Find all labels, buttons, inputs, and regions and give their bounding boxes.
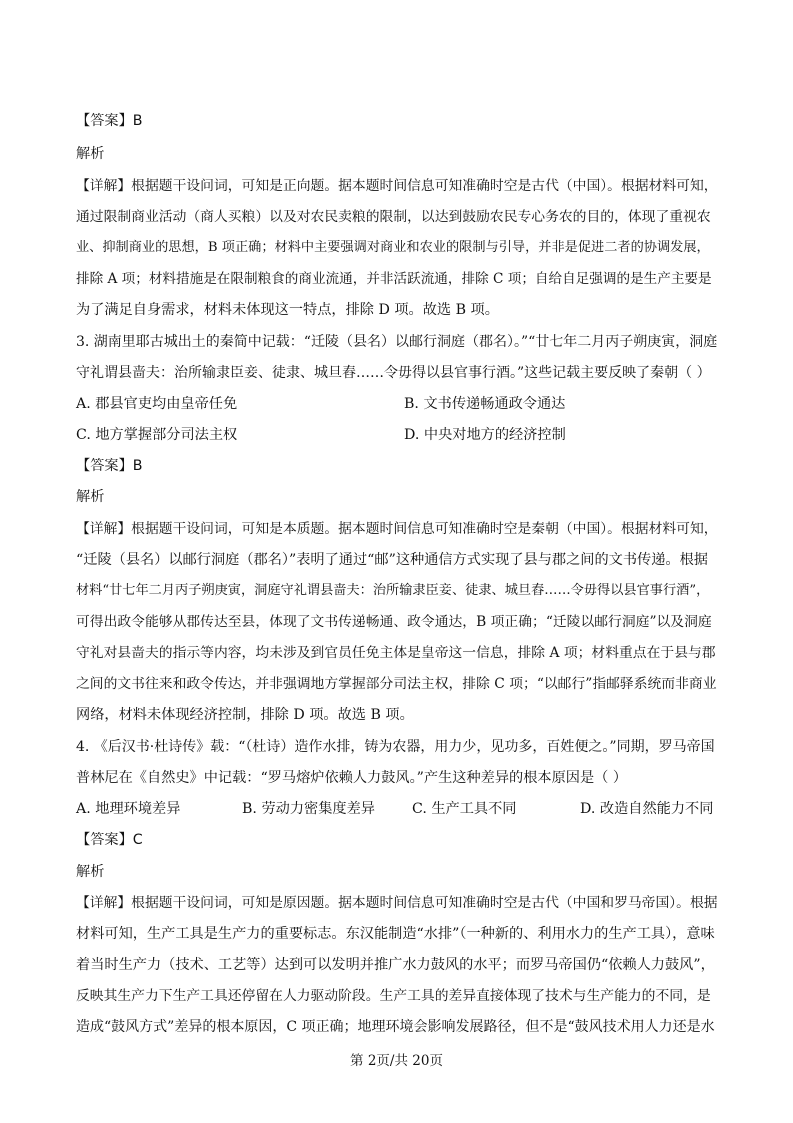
explanation-line: 之间的文书往来和政令传达，并非强调地方掌握部分司法主权，排除 C 项；“以邮行”指邮驿系统而非商业 (76, 676, 717, 692)
page-footer: 第 2页/共 20页 (350, 1053, 443, 1069)
explanation-line: 业、抑制商业的思想，B 项正确；材料中主要强调对商业和农业的限制与引导，并非是促进二者的协调发展， (76, 240, 710, 255)
explanation-line: 为了满足自身需求，材料未体现这一特点，排除 D 项。故选 B 项。 (76, 302, 499, 318)
jiexi-label: 解析 (76, 864, 105, 880)
explanation-line: 造成“鼓风方式”差异的根本原因，C 项正确；地理环境会影响发展路径，但不是“鼓风技术用人力还是水 (76, 1019, 715, 1035)
answer-label: 【答案】C (76, 832, 143, 848)
question-stem: 3. 湖南里耶古城出土的秦简中记载：“迁陵（县名）以邮行洞庭（郡名）。”“廿七年二月丙子朔庚寅，洞庭 (76, 334, 718, 350)
explanation-line: 通过限制商业活动（商人买粮）以及对农民卖粮的限制，以达到鼓励农民专心务农的目的，体现了重视农 (76, 209, 711, 225)
question-stem: 普林尼在《自然史》中记载：“罗马熔炉依赖人力鼓风。”产生这种差异的根本原因是（ ） (76, 770, 628, 786)
jiexi-label: 解析 (76, 489, 105, 505)
option-b: B. 文书传递畅通政令通达 (404, 396, 566, 412)
jiexi-label: 解析 (76, 146, 105, 162)
answer-label: 【答案】B (76, 113, 143, 129)
explanation-line: 【详解】根据题干设问词，可知是原因题。据本题时间信息可知准确时空是古代（中国和罗马帝国）。根据 (76, 895, 718, 911)
option-b: B. 劳动力密集度差异 (242, 801, 375, 817)
explanation-line: 着当时生产力（技术、工艺等）达到可以发明并推广水力鼓风的水平；而罗马帝国仍“依赖人力鼓风”， (76, 957, 715, 973)
explanation-line: 反映其生产力下生产工具还停留在人力驱动阶段。生产工具的差异直接体现了技术与生产能力的不同，是 (76, 988, 711, 1004)
option-a: A. 地理环境差异 (76, 801, 181, 817)
explanation-line: 材料可知，生产工具是生产力的重要标志。东汉能制造“水排”（一种新的、利用水力的生产工具），意味 (76, 926, 715, 942)
question-stem: 守礼谓县啬夫：治所输隶臣妾、徒隶、城旦舂……令毋得以县官事行酒。”这些记载主要反映了秦朝（ ） (76, 365, 711, 381)
option-a: A. 郡县官吏均由皇帝任免 (76, 396, 238, 412)
answer-label: 【答案】B (76, 458, 143, 474)
explanation-line: 守礼对县啬夫的指示等内容，均未涉及到官员任免主体是皇帝这一信息，排除 A 项；材料重点在于县与郡 (76, 645, 716, 661)
explanation-line: “迁陵（县名）以邮行洞庭（郡名）”表明了通过“邮”这种通信方式实现了县与郡之间的文书传递。根据 (76, 552, 708, 568)
option-d: D. 改造自然能力不同 (580, 801, 714, 817)
option-d: D. 中央对地方的经济控制 (404, 427, 566, 443)
explanation-line: 排除 A 项；材料措施是在限制粮食的商业流通，并非活跃流通，排除 C 项；自给自足强调的是生产主要是 (76, 271, 712, 287)
explanation-line: 【详解】根据题干设问词，可知是正向题。据本题时间信息可知准确时空是古代（中国）。根据材料可知， (76, 178, 718, 194)
explanation-line: 【详解】根据题干设问词，可知是本质题。据本题时间信息可知准确时空是秦朝（中国）。根据材料可知， (76, 521, 718, 537)
option-c: C. 生产工具不同 (412, 801, 517, 817)
explanation-line: 网络，材料未体现经济控制，排除 D 项。故选 B 项。 (76, 707, 414, 723)
question-stem: 4. 《后汉书·杜诗传》载：“（杜诗）造作水排，铸为农器，用力少，见功多，百姓便之。”同期，罗马帝国 (76, 739, 715, 755)
explanation-line: 可得出政令能够从郡传达至县，体现了文书传递畅通、政令通达，B 项正确；“迁陵以邮行洞庭”以及洞庭 (76, 614, 712, 630)
explanation-line: 材料“廿七年二月丙子朔庚寅，洞庭守礼谓县啬夫：治所输隶臣妾、徒隶、城旦舂……令毋得以县官事行酒”， (76, 583, 710, 598)
option-c: C. 地方掌握部分司法主权 (76, 427, 238, 443)
